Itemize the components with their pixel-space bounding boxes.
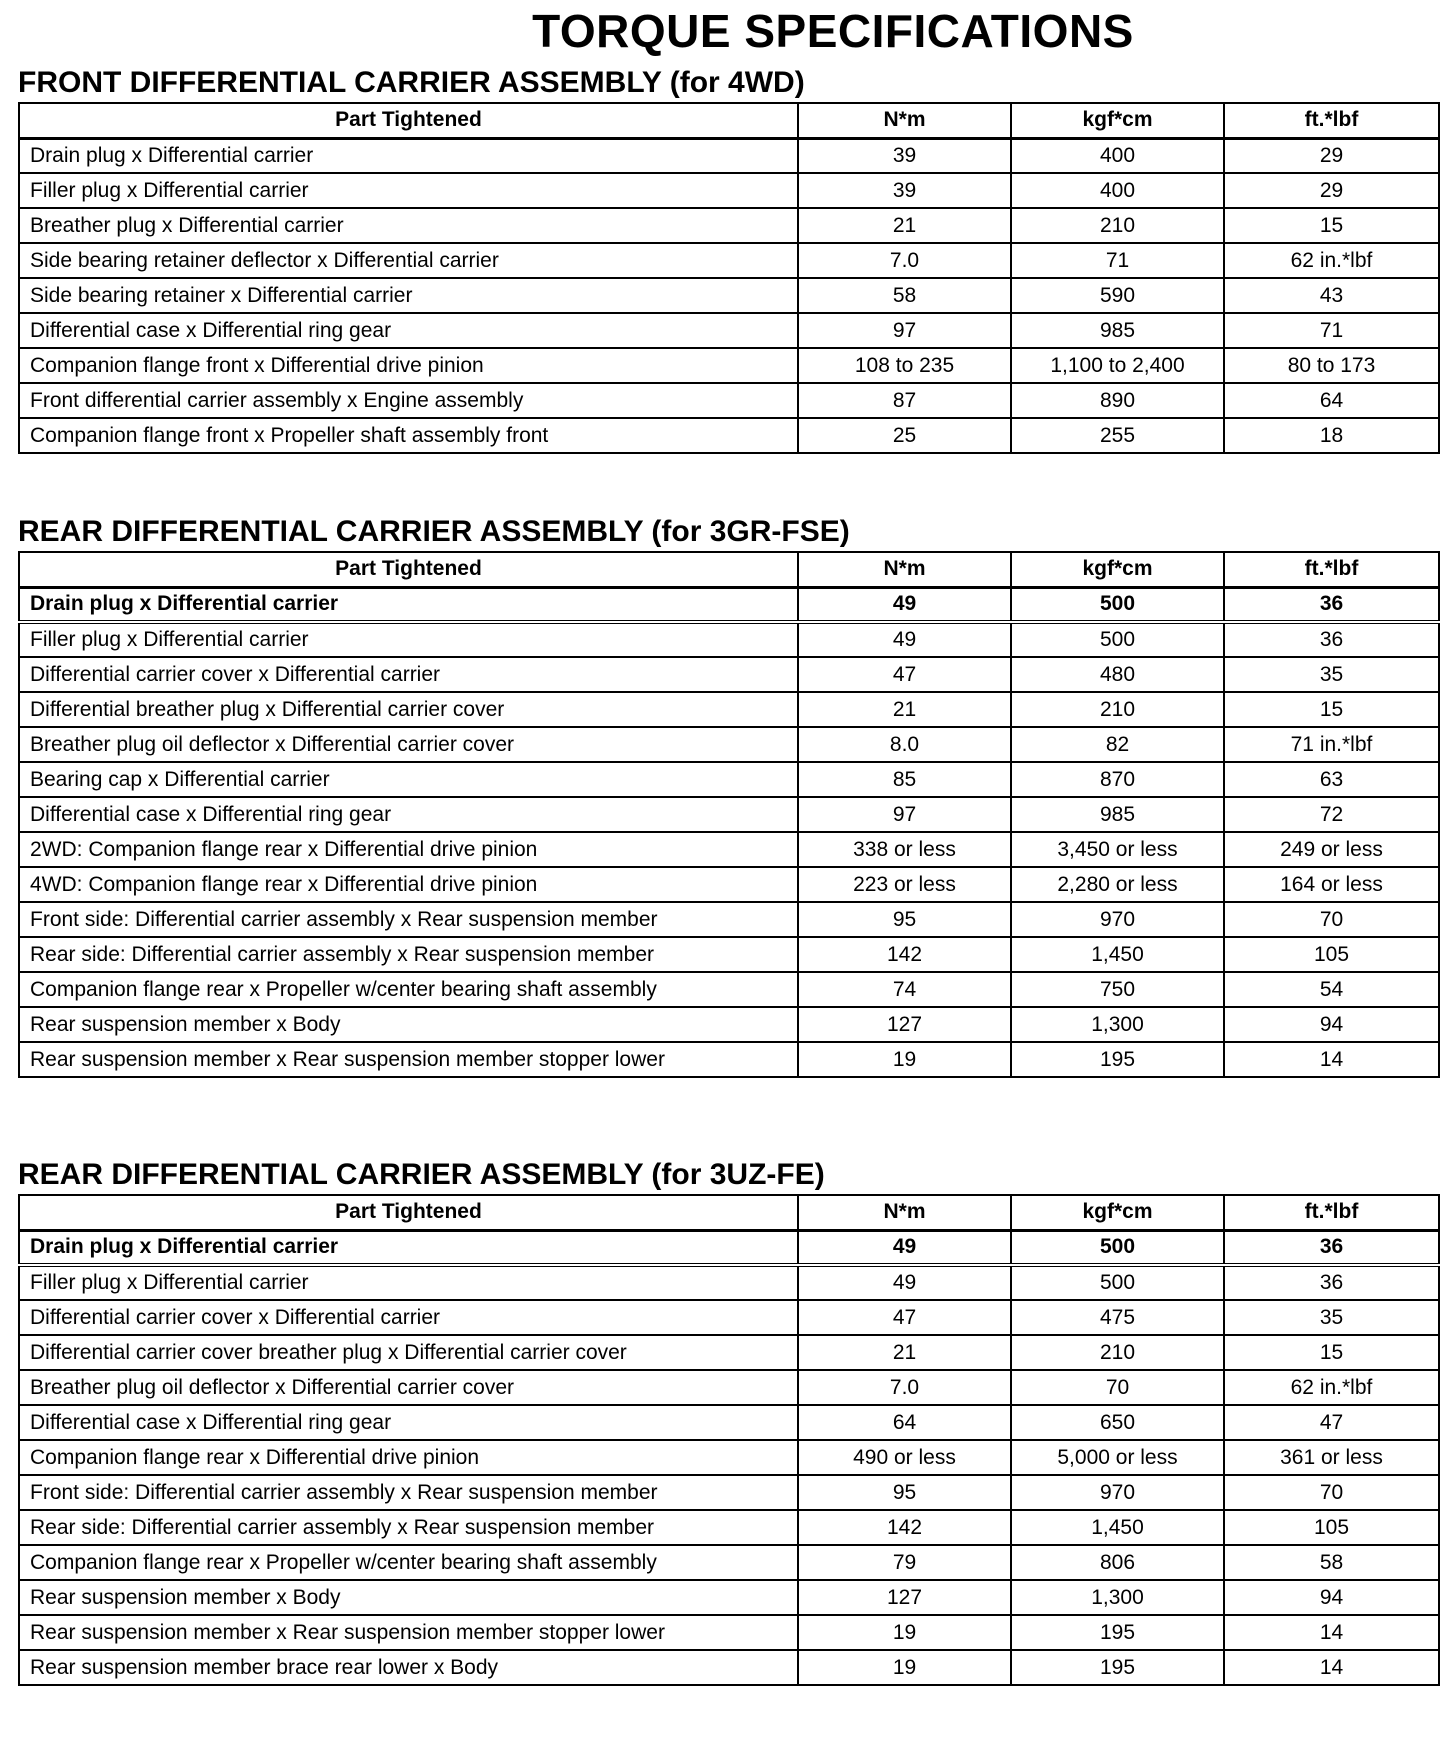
table-row bbox=[19, 418, 1439, 453]
cell-part-tightened: Companion flange front x Differential drive pinion bbox=[19, 348, 798, 383]
page-title: TORQUE SPECIFICATIONS bbox=[532, 5, 1134, 57]
table-row bbox=[19, 867, 1439, 902]
cell-nm: 97 bbox=[798, 313, 1011, 348]
cell-nm: 74 bbox=[798, 972, 1011, 1007]
cell-nm: 8.0 bbox=[798, 727, 1011, 762]
cell-nm: 39 bbox=[798, 138, 1011, 173]
cell-ft-lbf: 36 bbox=[1224, 587, 1439, 622]
cell-ft-lbf: 29 bbox=[1224, 173, 1439, 208]
cell-part-tightened: Breather plug oil deflector x Differential carrier cover bbox=[19, 727, 798, 762]
column-header-nm: N*m bbox=[798, 1195, 1011, 1230]
cell-ft-lbf: 94 bbox=[1224, 1007, 1439, 1042]
table-row bbox=[19, 1650, 1439, 1685]
cell-kgf-cm: 255 bbox=[1011, 418, 1224, 453]
cell-ft-lbf: 47 bbox=[1224, 1405, 1439, 1440]
column-header-ft: ft.*lbf bbox=[1224, 552, 1439, 587]
cell-ft-lbf: 15 bbox=[1224, 208, 1439, 243]
cell-ft-lbf: 62 in.*lbf bbox=[1224, 1370, 1439, 1405]
cell-ft-lbf: 36 bbox=[1224, 1230, 1439, 1265]
cell-kgf-cm: 400 bbox=[1011, 173, 1224, 208]
cell-kgf-cm: 1,450 bbox=[1011, 1510, 1224, 1545]
cell-ft-lbf: 72 bbox=[1224, 797, 1439, 832]
table-row bbox=[19, 1440, 1439, 1475]
cell-kgf-cm: 500 bbox=[1011, 1230, 1224, 1265]
column-header-part: Part Tightened bbox=[19, 103, 798, 138]
table-row bbox=[19, 1265, 1439, 1300]
cell-ft-lbf: 15 bbox=[1224, 1335, 1439, 1370]
cell-kgf-cm: 1,100 to 2,400 bbox=[1011, 348, 1224, 383]
cell-part-tightened: Companion flange rear x Propeller w/center bearing shaft assembly bbox=[19, 972, 798, 1007]
cell-kgf-cm: 650 bbox=[1011, 1405, 1224, 1440]
cell-kgf-cm: 750 bbox=[1011, 972, 1224, 1007]
cell-nm: 21 bbox=[798, 208, 1011, 243]
cell-ft-lbf: 105 bbox=[1224, 1510, 1439, 1545]
cell-nm: 127 bbox=[798, 1580, 1011, 1615]
cell-part-tightened: Differential case x Differential ring gear bbox=[19, 1405, 798, 1440]
table-row bbox=[19, 1510, 1439, 1545]
table-row bbox=[19, 692, 1439, 727]
cell-kgf-cm: 590 bbox=[1011, 278, 1224, 313]
cell-part-tightened: Drain plug x Differential carrier bbox=[19, 587, 798, 622]
cell-nm: 47 bbox=[798, 1300, 1011, 1335]
cell-nm: 64 bbox=[798, 1405, 1011, 1440]
cell-kgf-cm: 985 bbox=[1011, 313, 1224, 348]
cell-nm: 97 bbox=[798, 797, 1011, 832]
table-row bbox=[19, 587, 1439, 622]
cell-kgf-cm: 195 bbox=[1011, 1615, 1224, 1650]
cell-part-tightened: Filler plug x Differential carrier bbox=[19, 622, 798, 657]
cell-ft-lbf: 35 bbox=[1224, 1300, 1439, 1335]
table-row bbox=[19, 762, 1439, 797]
column-header-nm: N*m bbox=[798, 103, 1011, 138]
cell-kgf-cm: 1,300 bbox=[1011, 1007, 1224, 1042]
cell-kgf-cm: 210 bbox=[1011, 208, 1224, 243]
cell-kgf-cm: 210 bbox=[1011, 1335, 1224, 1370]
cell-ft-lbf: 164 or less bbox=[1224, 867, 1439, 902]
cell-nm: 47 bbox=[798, 657, 1011, 692]
cell-ft-lbf: 14 bbox=[1224, 1650, 1439, 1685]
column-header-kgf: kgf*cm bbox=[1011, 103, 1224, 138]
column-header-ft: ft.*lbf bbox=[1224, 1195, 1439, 1230]
table-row bbox=[19, 138, 1439, 173]
cell-part-tightened: Side bearing retainer x Differential carrier bbox=[19, 278, 798, 313]
cell-ft-lbf: 105 bbox=[1224, 937, 1439, 972]
cell-ft-lbf: 80 to 173 bbox=[1224, 348, 1439, 383]
section-title: FRONT DIFFERENTIAL CARRIER ASSEMBLY (for 4WD) bbox=[18, 66, 805, 99]
cell-part-tightened: Differential carrier cover x Differential carrier bbox=[19, 657, 798, 692]
cell-part-tightened: Differential breather plug x Differential carrier cover bbox=[19, 692, 798, 727]
cell-kgf-cm: 890 bbox=[1011, 383, 1224, 418]
cell-part-tightened: Filler plug x Differential carrier bbox=[19, 1265, 798, 1300]
cell-nm: 223 or less bbox=[798, 867, 1011, 902]
cell-kgf-cm: 3,450 or less bbox=[1011, 832, 1224, 867]
cell-ft-lbf: 249 or less bbox=[1224, 832, 1439, 867]
cell-part-tightened: Front side: Differential carrier assembly x Rear suspension member bbox=[19, 902, 798, 937]
column-header-kgf: kgf*cm bbox=[1011, 552, 1224, 587]
cell-part-tightened: Breather plug oil deflector x Differential carrier cover bbox=[19, 1370, 798, 1405]
cell-nm: 85 bbox=[798, 762, 1011, 797]
table-row bbox=[19, 797, 1439, 832]
cell-ft-lbf: 36 bbox=[1224, 1265, 1439, 1300]
table-row bbox=[19, 1042, 1439, 1077]
cell-ft-lbf: 70 bbox=[1224, 902, 1439, 937]
cell-kgf-cm: 195 bbox=[1011, 1650, 1224, 1685]
table-row bbox=[19, 1405, 1439, 1440]
table-row bbox=[19, 1007, 1439, 1042]
cell-ft-lbf: 63 bbox=[1224, 762, 1439, 797]
cell-nm: 142 bbox=[798, 937, 1011, 972]
section-title: REAR DIFFERENTIAL CARRIER ASSEMBLY (for 3GR-FSE) bbox=[18, 515, 850, 548]
cell-nm: 7.0 bbox=[798, 243, 1011, 278]
cell-kgf-cm: 985 bbox=[1011, 797, 1224, 832]
cell-part-tightened: Rear suspension member x Body bbox=[19, 1580, 798, 1615]
cell-kgf-cm: 2,280 or less bbox=[1011, 867, 1224, 902]
cell-nm: 19 bbox=[798, 1615, 1011, 1650]
cell-nm: 338 or less bbox=[798, 832, 1011, 867]
cell-nm: 87 bbox=[798, 383, 1011, 418]
cell-kgf-cm: 480 bbox=[1011, 657, 1224, 692]
cell-part-tightened: Differential carrier cover breather plug x Differential carrier cover bbox=[19, 1335, 798, 1370]
cell-kgf-cm: 500 bbox=[1011, 622, 1224, 657]
cell-kgf-cm: 70 bbox=[1011, 1370, 1224, 1405]
cell-ft-lbf: 29 bbox=[1224, 138, 1439, 173]
cell-part-tightened: Differential carrier cover x Differential carrier bbox=[19, 1300, 798, 1335]
table-row bbox=[19, 278, 1439, 313]
cell-part-tightened: Front differential carrier assembly x Engine assembly bbox=[19, 383, 798, 418]
cell-nm: 490 or less bbox=[798, 1440, 1011, 1475]
section-rear-differential-3gr-fse bbox=[18, 515, 1438, 1078]
cell-ft-lbf: 35 bbox=[1224, 657, 1439, 692]
cell-kgf-cm: 870 bbox=[1011, 762, 1224, 797]
cell-part-tightened: Differential case x Differential ring gear bbox=[19, 313, 798, 348]
cell-kgf-cm: 1,450 bbox=[1011, 937, 1224, 972]
table-row bbox=[19, 1335, 1439, 1370]
table-row bbox=[19, 383, 1439, 418]
torque-table-front bbox=[18, 102, 1440, 454]
table-header-row bbox=[19, 103, 1439, 138]
cell-part-tightened: Front side: Differential carrier assembly x Rear suspension member bbox=[19, 1475, 798, 1510]
cell-part-tightened: Companion flange rear x Differential drive pinion bbox=[19, 1440, 798, 1475]
cell-nm: 7.0 bbox=[798, 1370, 1011, 1405]
cell-kgf-cm: 970 bbox=[1011, 902, 1224, 937]
cell-kgf-cm: 400 bbox=[1011, 138, 1224, 173]
cell-nm: 21 bbox=[798, 692, 1011, 727]
cell-kgf-cm: 82 bbox=[1011, 727, 1224, 762]
cell-ft-lbf: 18 bbox=[1224, 418, 1439, 453]
table-row bbox=[19, 902, 1439, 937]
column-header-part: Part Tightened bbox=[19, 1195, 798, 1230]
table-row bbox=[19, 1230, 1439, 1265]
section-rear-differential-3uz-fe bbox=[18, 1158, 1438, 1686]
section-front-differential bbox=[18, 66, 1438, 454]
table-row bbox=[19, 1615, 1439, 1650]
cell-kgf-cm: 500 bbox=[1011, 587, 1224, 622]
table-row bbox=[19, 1300, 1439, 1335]
cell-part-tightened: Companion flange rear x Propeller w/center bearing shaft assembly bbox=[19, 1545, 798, 1580]
cell-part-tightened: 2WD: Companion flange rear x Differential drive pinion bbox=[19, 832, 798, 867]
cell-part-tightened: Differential case x Differential ring gear bbox=[19, 797, 798, 832]
cell-ft-lbf: 70 bbox=[1224, 1475, 1439, 1510]
table-row bbox=[19, 622, 1439, 657]
cell-part-tightened: Side bearing retainer deflector x Differential carrier bbox=[19, 243, 798, 278]
table-row bbox=[19, 1475, 1439, 1510]
cell-nm: 95 bbox=[798, 1475, 1011, 1510]
torque-table-rear-3gr-fse bbox=[18, 551, 1440, 1078]
table-row bbox=[19, 313, 1439, 348]
cell-ft-lbf: 361 or less bbox=[1224, 1440, 1439, 1475]
table-row bbox=[19, 243, 1439, 278]
cell-nm: 95 bbox=[798, 902, 1011, 937]
cell-nm: 108 to 235 bbox=[798, 348, 1011, 383]
cell-part-tightened: Rear side: Differential carrier assembly x Rear suspension member bbox=[19, 937, 798, 972]
cell-nm: 49 bbox=[798, 1265, 1011, 1300]
table-row bbox=[19, 972, 1439, 1007]
table-row bbox=[19, 1545, 1439, 1580]
table-row bbox=[19, 937, 1439, 972]
cell-kgf-cm: 210 bbox=[1011, 692, 1224, 727]
cell-ft-lbf: 58 bbox=[1224, 1545, 1439, 1580]
cell-nm: 49 bbox=[798, 1230, 1011, 1265]
cell-kgf-cm: 475 bbox=[1011, 1300, 1224, 1335]
cell-part-tightened: Companion flange front x Propeller shaft assembly front bbox=[19, 418, 798, 453]
cell-ft-lbf: 54 bbox=[1224, 972, 1439, 1007]
cell-ft-lbf: 43 bbox=[1224, 278, 1439, 313]
cell-nm: 19 bbox=[798, 1042, 1011, 1077]
cell-kgf-cm: 806 bbox=[1011, 1545, 1224, 1580]
cell-part-tightened: Drain plug x Differential carrier bbox=[19, 138, 798, 173]
cell-nm: 127 bbox=[798, 1007, 1011, 1042]
cell-nm: 58 bbox=[798, 278, 1011, 313]
section-title: REAR DIFFERENTIAL CARRIER ASSEMBLY (for 3UZ-FE) bbox=[18, 1158, 825, 1191]
table-header-row bbox=[19, 552, 1439, 587]
table-row bbox=[19, 1370, 1439, 1405]
cell-nm: 49 bbox=[798, 587, 1011, 622]
cell-kgf-cm: 195 bbox=[1011, 1042, 1224, 1077]
cell-nm: 142 bbox=[798, 1510, 1011, 1545]
cell-part-tightened: 4WD: Companion flange rear x Differential drive pinion bbox=[19, 867, 798, 902]
cell-nm: 79 bbox=[798, 1545, 1011, 1580]
cell-part-tightened: Rear side: Differential carrier assembly x Rear suspension member bbox=[19, 1510, 798, 1545]
cell-kgf-cm: 5,000 or less bbox=[1011, 1440, 1224, 1475]
cell-part-tightened: Rear suspension member x Rear suspension member stopper lower bbox=[19, 1615, 798, 1650]
table-row bbox=[19, 173, 1439, 208]
cell-part-tightened: Filler plug x Differential carrier bbox=[19, 173, 798, 208]
column-header-nm: N*m bbox=[798, 552, 1011, 587]
cell-part-tightened: Drain plug x Differential carrier bbox=[19, 1230, 798, 1265]
table-row bbox=[19, 348, 1439, 383]
cell-kgf-cm: 1,300 bbox=[1011, 1580, 1224, 1615]
table-header-row bbox=[19, 1195, 1439, 1230]
cell-part-tightened: Rear suspension member x Rear suspension member stopper lower bbox=[19, 1042, 798, 1077]
cell-part-tightened: Rear suspension member brace rear lower x Body bbox=[19, 1650, 798, 1685]
cell-nm: 25 bbox=[798, 418, 1011, 453]
column-header-part: Part Tightened bbox=[19, 552, 798, 587]
cell-part-tightened: Breather plug x Differential carrier bbox=[19, 208, 798, 243]
cell-part-tightened: Rear suspension member x Body bbox=[19, 1007, 798, 1042]
cell-ft-lbf: 14 bbox=[1224, 1042, 1439, 1077]
cell-ft-lbf: 36 bbox=[1224, 622, 1439, 657]
cell-kgf-cm: 970 bbox=[1011, 1475, 1224, 1510]
torque-table-rear-3uz-fe bbox=[18, 1194, 1440, 1686]
cell-ft-lbf: 15 bbox=[1224, 692, 1439, 727]
table-row bbox=[19, 832, 1439, 867]
cell-nm: 19 bbox=[798, 1650, 1011, 1685]
cell-kgf-cm: 71 bbox=[1011, 243, 1224, 278]
table-row bbox=[19, 208, 1439, 243]
table-row bbox=[19, 727, 1439, 762]
cell-nm: 39 bbox=[798, 173, 1011, 208]
cell-nm: 21 bbox=[798, 1335, 1011, 1370]
table-row bbox=[19, 1580, 1439, 1615]
cell-ft-lbf: 62 in.*lbf bbox=[1224, 243, 1439, 278]
column-header-ft: ft.*lbf bbox=[1224, 103, 1439, 138]
cell-part-tightened: Bearing cap x Differential carrier bbox=[19, 762, 798, 797]
cell-nm: 49 bbox=[798, 622, 1011, 657]
cell-ft-lbf: 71 bbox=[1224, 313, 1439, 348]
column-header-kgf: kgf*cm bbox=[1011, 1195, 1224, 1230]
cell-ft-lbf: 71 in.*lbf bbox=[1224, 727, 1439, 762]
cell-ft-lbf: 94 bbox=[1224, 1580, 1439, 1615]
cell-kgf-cm: 500 bbox=[1011, 1265, 1224, 1300]
cell-ft-lbf: 64 bbox=[1224, 383, 1439, 418]
cell-ft-lbf: 14 bbox=[1224, 1615, 1439, 1650]
table-row bbox=[19, 657, 1439, 692]
